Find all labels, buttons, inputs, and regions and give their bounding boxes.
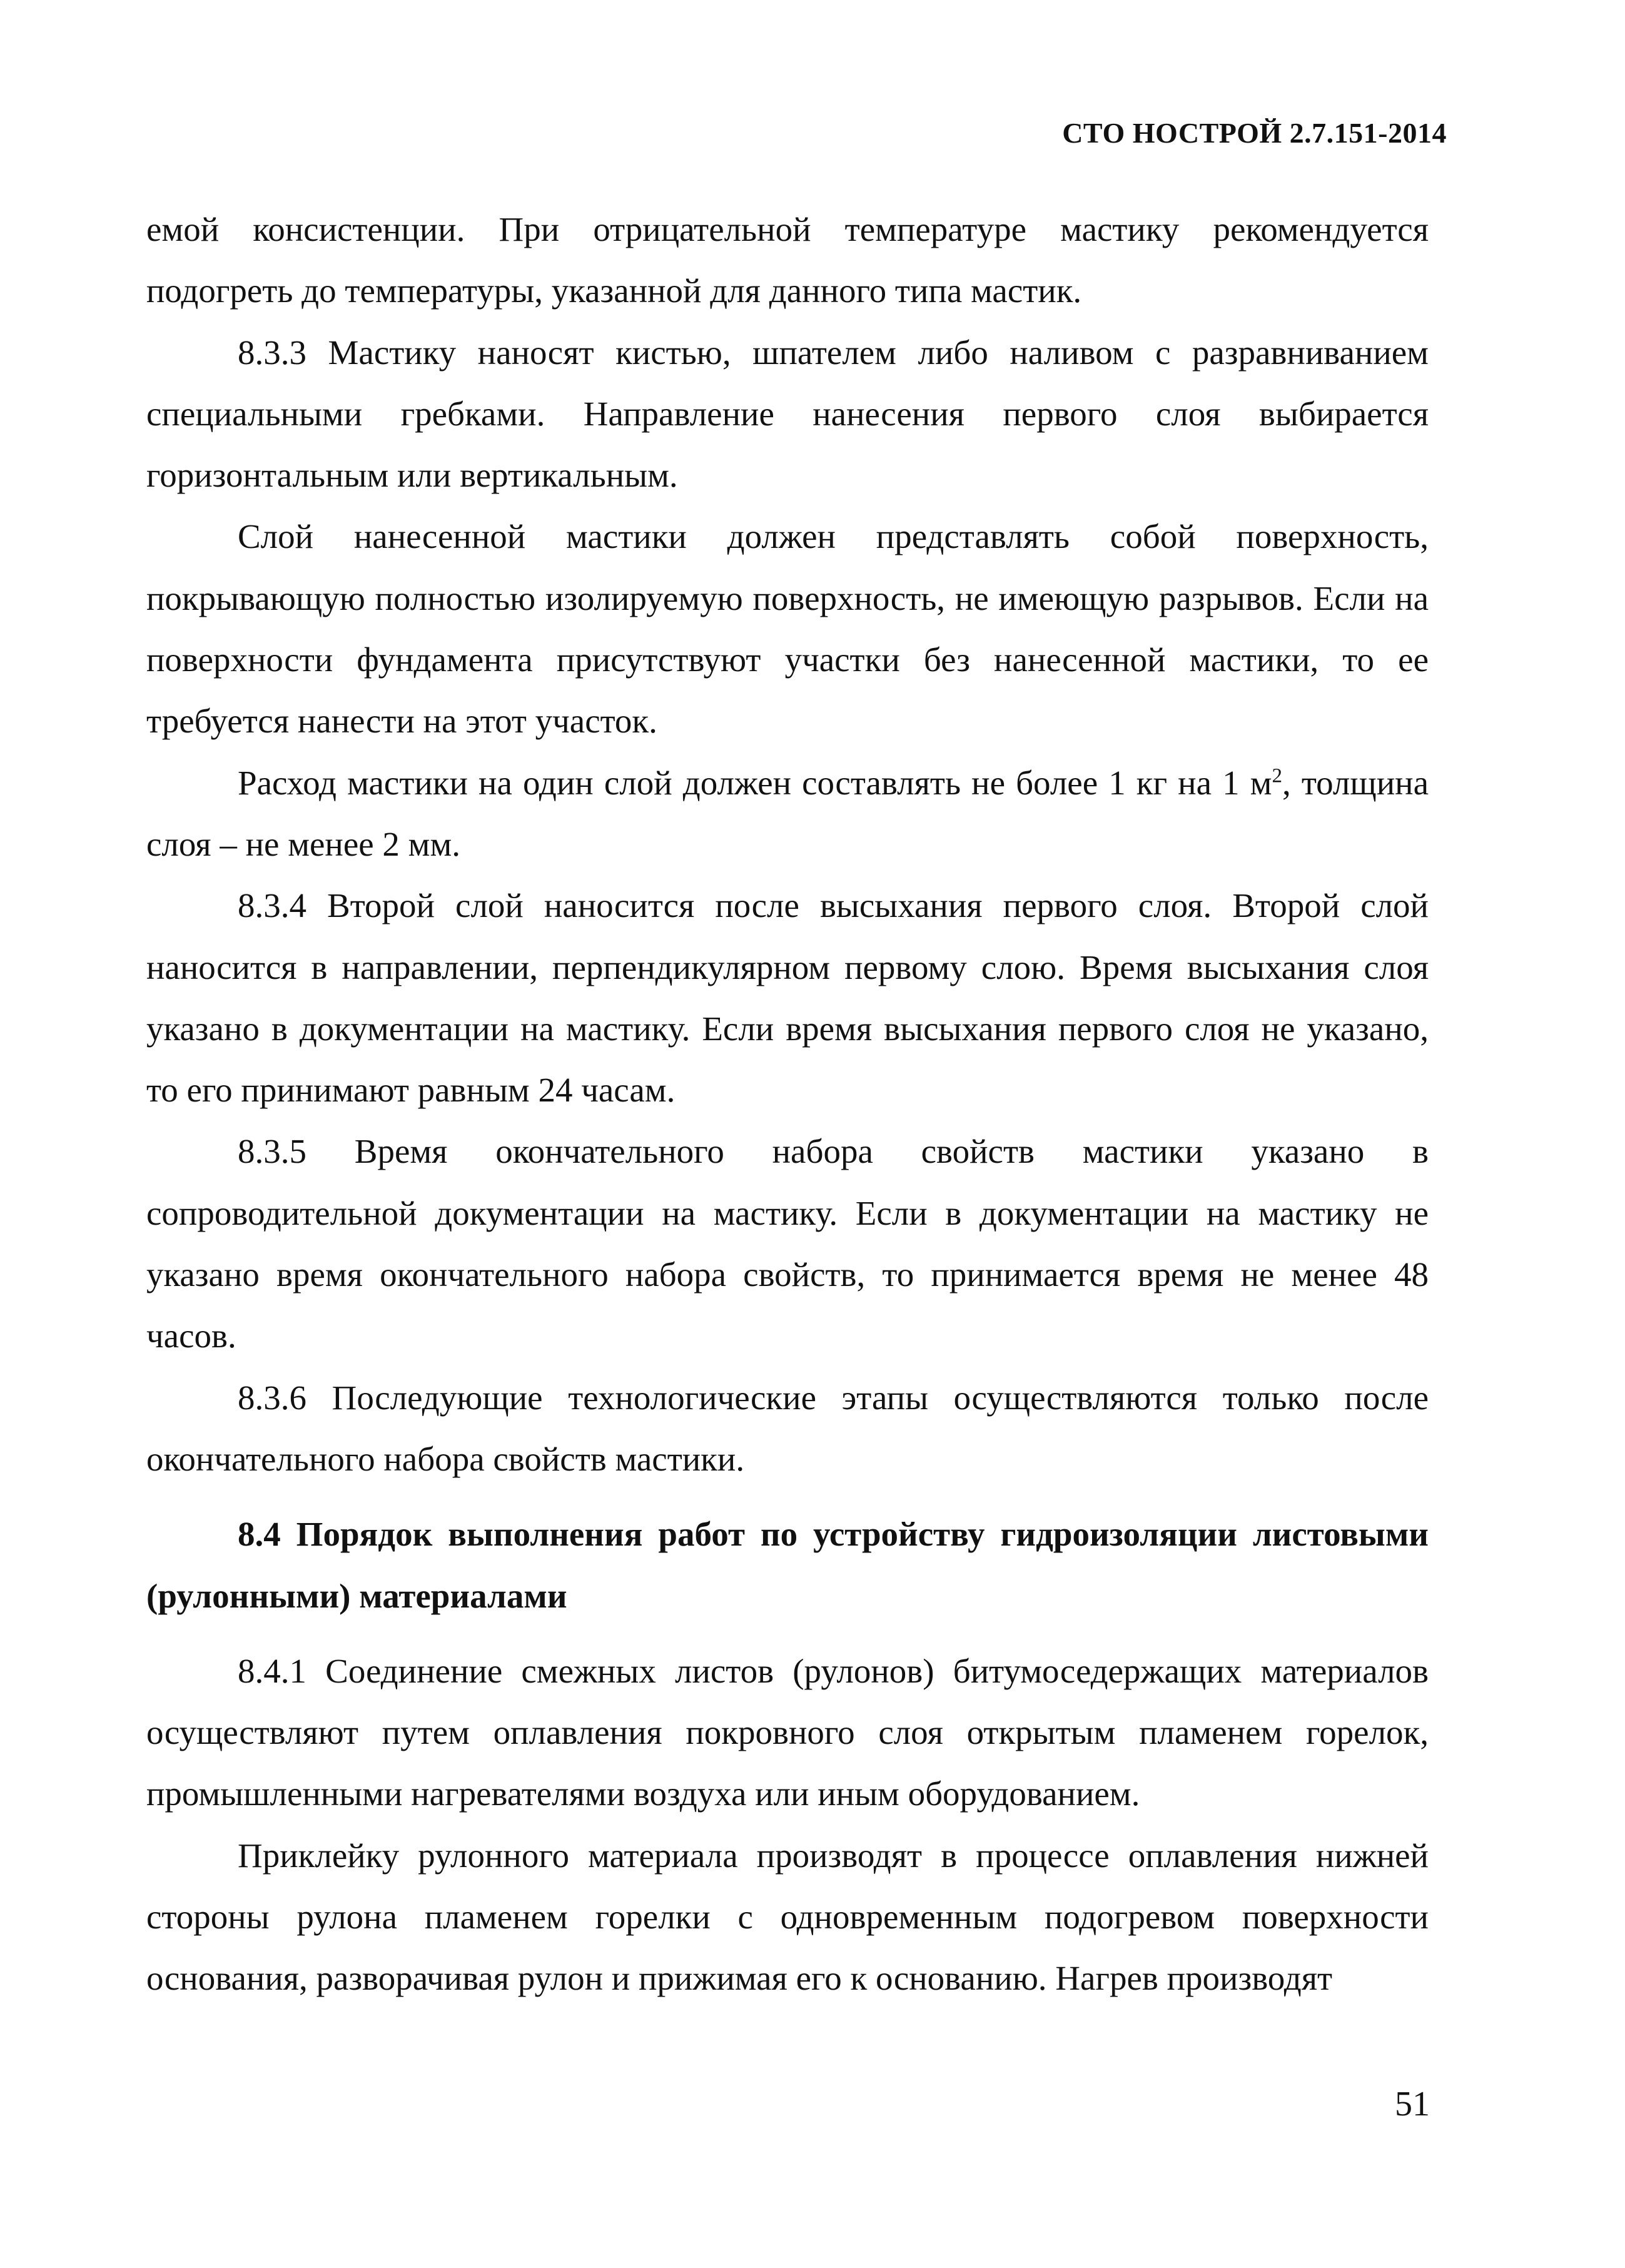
paragraph-8-3-6: 8.3.6 Последующие технологические этапы осуществляются только после окончательного набора свойств мастики. (146, 1378, 1429, 1478)
consumption-text-after: , толщина слоя – не менее 2 мм. (146, 763, 1429, 863)
paragraph-8-3-4: 8.3.4 Второй слой наносится после высыхания первого слоя. Второй слой наносится в направлении, перпендикулярном первому слою. Время высыхания слоя указано в документации на мастику. Если время высыхания первого слоя не указано, то его принимают равным 24 часам. (146, 886, 1429, 1110)
section-heading-8-4: 8.4 Порядок выполнения работ по устройству гидроизоляции листовыми (рулонными) материалами (146, 1515, 1429, 1615)
paragraph-8-4-1: 8.4.1 Соединение смежных листов (рулонов) битумоседержащих материалов осуществляют путем оплавления покровного слоя открытым пламенем горелок, промышленными нагревателями воздуха или иным оборудованием. (146, 1651, 1429, 1813)
document-code-header: СТО НОСТРОЙ 2.7.151-2014 (1062, 117, 1447, 149)
paragraph-mastic-consumption (146, 752, 1429, 876)
paragraph-8-3-3: 8.3.3 Мастику наносят кистью, шпателем либо наливом с разравниванием специальными гребками. Направление нанесения первого слоя выбирается горизонтальным или вертикальным. (146, 333, 1429, 495)
paragraph-roll-gluing: Приклейку рулонного материала производят в процессе оплавления нижней стороны рулона пламенем горелки с одновременным подогревом поверхности основания, разворачивая рулон и прижимая его к основанию. Нагрев производят (146, 1836, 1429, 1998)
square-superscript: 2 (1272, 764, 1282, 787)
paragraph-mastic-layer: Слой нанесенной мастики должен представлять собой поверхность, покрывающую полностью изолируемую поверхность, не имеющую разрывов. Если на поверхности фундамента присутствуют участки без нанесенной мастики, то ее требуется нанести на этот участок. (146, 517, 1429, 741)
paragraph-8-3-5: 8.3.5 Время окончательного набора свойств мастики указано в сопроводительной документации на мастику. Если в документации на мастику не указано время окончательного набора свойств, то принимается время не менее 48 часов. (146, 1132, 1429, 1355)
page-number: 51 (1395, 2085, 1430, 2124)
consumption-text-before: Расход мастики на один слой должен составлять не более 1 кг на 1 м (238, 763, 1272, 802)
document-body (146, 199, 1429, 2010)
paragraph-consistency: емой консистенции. При отрицательной температуре мастику рекомендуется подогреть до температуры, указанной для данного типа мастик. (146, 210, 1429, 310)
